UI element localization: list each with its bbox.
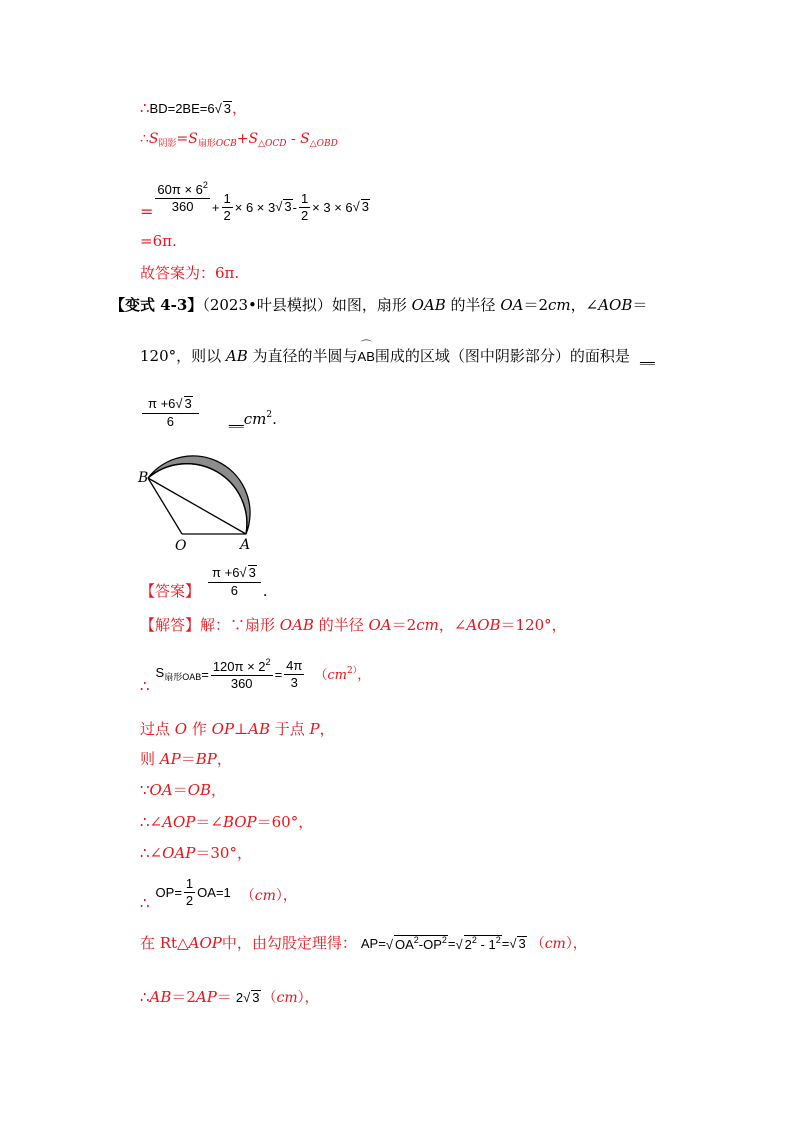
line-pythagorean: 在 Rt△ AOP 中，由勾股定理得： AP= √ $OA^2-OP^2$ = √ $2^2 - 1^2$ = √ 3 （cm）， <box>140 934 587 953</box>
var: P <box>309 720 320 738</box>
text: （2023•叶县模拟）如图，扇形 <box>202 296 412 314</box>
numerator: 4π <box>286 658 303 674</box>
s-symbol: S <box>155 664 165 680</box>
exponent: 2 <box>441 935 447 945</box>
unit: cm <box>544 935 566 952</box>
denominator: 6 <box>230 583 239 599</box>
fraction-sector <box>155 181 210 213</box>
var: AOP <box>188 934 222 953</box>
answer-blank: __ <box>228 409 244 428</box>
text: ∴∠ <box>140 844 163 862</box>
expression: OA=1 <box>197 885 231 900</box>
comma: ， <box>357 668 371 683</box>
s-symbol: S <box>148 131 159 147</box>
answer-fraction: $\frac{\pi +6√ 3}{6}$ <box>142 396 199 429</box>
op-label: OP= <box>155 885 182 900</box>
radicand: 3 <box>284 199 292 215</box>
radicand: 3 <box>248 565 256 581</box>
denominator: 2 <box>223 207 231 223</box>
bd-radicand: 3 <box>223 101 231 116</box>
equals: = <box>447 936 456 952</box>
text: ＝120°， <box>500 616 567 634</box>
solution-line <box>140 618 567 633</box>
s-symbol: S <box>248 131 259 147</box>
radicand: 3 <box>252 990 260 1005</box>
var: OB <box>187 781 212 799</box>
line-op <box>140 722 335 737</box>
var: OAB <box>279 616 314 634</box>
fraction-half <box>222 192 233 222</box>
fraction-half-2 <box>299 192 310 222</box>
text: ，∠ <box>438 616 467 634</box>
radicand: 3 <box>518 936 526 951</box>
sector-subscript: 扇形OAB <box>164 671 202 682</box>
coefficient: 2 <box>235 990 244 1005</box>
paren: ）， <box>297 989 319 1006</box>
answer-fraction: $\frac{\pi +6√ 3}{6}$ <box>208 565 261 598</box>
equals: = <box>176 131 189 147</box>
numerator: π +6 <box>148 396 176 411</box>
exponent: 2 <box>471 935 477 945</box>
denominator: 360 <box>171 198 194 214</box>
therefore-symbol: ∴ <box>140 894 150 912</box>
paren: ）， <box>275 887 297 904</box>
radicand: 3 <box>361 199 370 215</box>
equals: = <box>501 936 510 952</box>
line-angle-aop <box>140 815 313 830</box>
var: AOB <box>466 616 501 634</box>
denominator: 6 <box>166 414 174 430</box>
numerator: 1 <box>185 876 194 892</box>
text: ， <box>211 781 227 799</box>
text: 在 Rt△ <box>140 934 189 953</box>
exponent: 2 <box>266 409 273 420</box>
text: 的半径 <box>445 296 501 314</box>
exponent: 2 <box>265 657 271 668</box>
var: BOP <box>222 813 257 831</box>
therefore-symbol: ∴ <box>140 131 149 147</box>
answer-blank: __ <box>639 347 655 365</box>
product: × 3 × 6 <box>312 199 353 215</box>
line-ap-bp <box>140 752 232 767</box>
text: ，∠ <box>570 296 599 314</box>
text: 中，由勾股定理得： <box>221 934 357 953</box>
radicand: 3 <box>184 396 192 411</box>
radicand: -OP <box>418 937 442 952</box>
var: OA <box>368 616 392 634</box>
var: AP <box>195 988 217 1007</box>
line-shadow-area <box>140 132 338 149</box>
text: ＝ <box>172 781 188 799</box>
half-fraction <box>184 877 195 907</box>
radicand: OA <box>394 937 414 952</box>
text: ， <box>319 720 335 738</box>
plus: + <box>236 131 249 147</box>
text: ＝60°， <box>256 813 314 831</box>
solution-label: 【解答】 <box>140 616 201 634</box>
blank-answer <box>140 396 277 429</box>
radicand: - 1 <box>476 937 496 952</box>
line-formula: = $\frac{60\pi \times 6^2}{360}$ + $\frac{1}{2}$ × 6 × 3 √ 3 - $\frac{1}{2}$ × 3 × 6 √ 3 <box>140 180 370 223</box>
numerator: 60π × 6 <box>157 182 203 197</box>
unit: cm <box>327 668 347 683</box>
text: ∴∠ <box>140 813 163 831</box>
paren: （ <box>314 668 328 683</box>
variant-problem-line1 <box>110 298 647 313</box>
sector-area-line <box>140 655 370 694</box>
text: 则 <box>140 750 160 768</box>
paren: ）， <box>565 935 587 952</box>
label-a: A <box>240 537 251 553</box>
result-fraction <box>284 659 304 689</box>
text: ∵ <box>140 781 150 799</box>
arc-ab: ⌒ AB <box>357 340 375 364</box>
denominator: 2 <box>300 207 309 223</box>
var: AB <box>225 347 248 365</box>
variant-label: 【变式 4-3】 <box>110 296 203 314</box>
ap-label: AP= <box>360 936 386 952</box>
denominator: 360 <box>230 676 253 691</box>
var: OP <box>211 720 235 738</box>
text: 解：∵扇形 <box>200 616 280 634</box>
denominator: 3 <box>290 675 298 690</box>
line-result: =6π. <box>140 232 177 250</box>
exponent: 2） <box>346 666 358 676</box>
text: ＝2 <box>523 296 549 314</box>
radicand: 2 <box>464 937 472 952</box>
sector-subscript: 扇形 <box>197 139 216 149</box>
line-final-answer: 故答案为：6π. <box>140 264 240 282</box>
text: ＝∠ <box>195 813 223 831</box>
paren: （ <box>262 989 277 1006</box>
s-symbol: S <box>188 131 198 147</box>
var: OA <box>500 296 524 314</box>
answer-label: 【答案】 <box>140 582 201 600</box>
text: ＝ <box>180 750 196 768</box>
equals: = <box>201 667 209 682</box>
text: ＝2 <box>171 988 196 1007</box>
segment-ob <box>148 478 182 534</box>
sector-fraction <box>211 658 273 690</box>
var: AB <box>149 988 172 1007</box>
comma: ， <box>231 99 247 117</box>
text: 作 <box>187 720 212 738</box>
line-bd: ∴BD=2BE=6√ 3， <box>140 99 247 117</box>
text: ， <box>216 750 232 768</box>
var: BP <box>195 750 217 768</box>
denominator: 2 <box>185 893 194 908</box>
text: ＝30°， <box>195 844 252 862</box>
paren: （ <box>530 935 545 952</box>
line-op-length <box>140 874 297 911</box>
unit: cm <box>254 887 276 904</box>
equals: = <box>274 667 283 682</box>
numerator: π +6 <box>212 565 240 581</box>
sector-figure <box>138 446 288 546</box>
variant-problem-line2 <box>140 340 655 365</box>
period: . <box>262 582 268 600</box>
tri2-subscript: △OBD <box>309 139 338 149</box>
var: OA <box>149 781 173 799</box>
answer-line <box>140 564 268 599</box>
segment-ab <box>148 478 246 534</box>
var: O <box>174 720 188 738</box>
equals: = <box>140 202 154 222</box>
label-b: B <box>138 470 149 486</box>
text: 为直径的半圆与 <box>247 347 358 365</box>
var: OAB <box>411 296 446 314</box>
line-oa-ob <box>140 783 226 798</box>
shadow-subscript: 阴影 <box>158 139 177 149</box>
text: ＝ <box>632 296 648 314</box>
var: AOP <box>162 813 196 831</box>
minus: - <box>286 131 301 147</box>
sector-var: OCB <box>215 139 237 149</box>
arc-label: AB <box>357 349 375 364</box>
text: 的半径 <box>313 616 369 634</box>
product: × 6 × 3 <box>234 199 276 215</box>
text: 120°，则以 <box>140 347 226 365</box>
text: ⊥ <box>234 720 249 738</box>
exponent: 2 <box>495 935 501 945</box>
s-symbol: S <box>300 131 310 147</box>
therefore-symbol: ∴ <box>140 99 150 117</box>
var: AOB <box>598 296 633 314</box>
exponent: 2 <box>413 935 419 945</box>
text: ∴ <box>140 988 150 1007</box>
tri1-subscript: △OCD <box>258 139 287 149</box>
line-angle-oap <box>140 846 252 861</box>
var: AP <box>159 750 181 768</box>
therefore-symbol: ∴ <box>140 677 150 695</box>
text: 于点 <box>270 720 310 738</box>
bd-expression: BD=2BE=6 <box>149 101 215 116</box>
period: . <box>272 409 277 428</box>
var: AB <box>248 720 270 738</box>
line-ab-length: ∴ AB ＝2 AP ＝ 2√ 3 （cm）， <box>140 988 319 1007</box>
text: 过点 <box>140 720 175 738</box>
numerator: 1 <box>223 191 231 206</box>
numerator: 1 <box>300 191 309 206</box>
minus: - <box>292 199 297 215</box>
text: 围成的区域（图中阴影部分）的面积是 <box>374 347 630 365</box>
text: ＝2 <box>391 616 417 634</box>
plus: + <box>211 199 220 215</box>
exponent: 2 <box>202 180 208 190</box>
unit: cm <box>243 409 267 428</box>
numerator: 120π × 2 <box>212 659 266 675</box>
unit: cm <box>416 616 439 634</box>
unit: cm <box>276 989 298 1006</box>
unit: cm <box>548 296 571 314</box>
label-o: O <box>175 538 187 554</box>
var: OAP <box>162 844 196 862</box>
paren: （ <box>240 887 255 904</box>
text: ＝ <box>216 988 232 1007</box>
shaded-region <box>148 456 250 534</box>
